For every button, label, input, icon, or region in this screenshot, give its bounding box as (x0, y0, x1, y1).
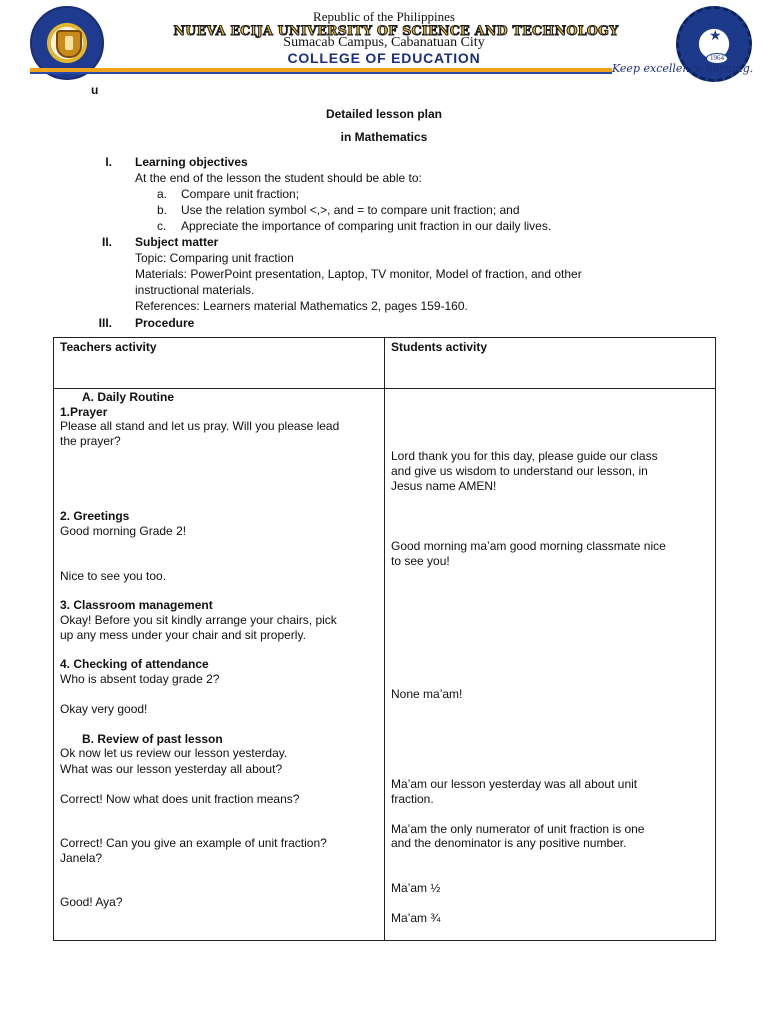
objective-item: Use the relation symbol <,>, and = to compare unit fraction; and (181, 203, 520, 217)
student-line: Good morning ma’am good morning classmate nice (391, 539, 666, 553)
letterhead-divider-blue (30, 72, 612, 74)
student-line: None ma’am! (391, 687, 463, 701)
student-line: fraction. (391, 792, 434, 806)
student-line: Ma’am the only numerator of unit fraction is one (391, 822, 645, 836)
teacher-line: What was our lesson yesterday all about? (60, 762, 283, 776)
review-heading: B. Review of past lesson (82, 732, 223, 746)
subject-materials-cont: instructional materials. (135, 283, 255, 297)
objective-letter: a. (157, 187, 168, 201)
teacher-line: Please all stand and let us pray. Will you please lead (60, 419, 340, 433)
student-line: Ma’am our lesson yesterday was all about unit (391, 777, 638, 791)
greetings-heading: 2. Greetings (60, 509, 130, 523)
table-header-divider (54, 388, 715, 389)
subject-references: References: Learners material Mathematics 2, pages 159-160. (135, 299, 468, 313)
student-line: Ma’am ¾ (391, 911, 441, 925)
section-2-number: II. (101, 235, 112, 249)
seal-year: 1964 (706, 53, 728, 64)
teacher-line: Good! Aya? (60, 895, 123, 909)
student-line: Ma’am ½ (391, 881, 441, 895)
teacher-line: Ok now let us review our lesson yesterday. (60, 746, 288, 760)
letterhead-campus: Sumacab Campus, Cabanatuan City (283, 35, 485, 50)
letterhead-college: COLLEGE OF EDUCATION (287, 50, 481, 66)
subject-topic: Topic: Comparing unit fraction (135, 251, 294, 265)
objective-letter: b. (157, 203, 168, 217)
section-3-number: III. (98, 316, 112, 330)
objective-item: Compare unit fraction; (181, 187, 300, 201)
section-2-title: Subject matter (135, 235, 219, 249)
teacher-line: Good morning Grade 2! (60, 524, 187, 538)
teacher-line: Janela? (60, 851, 103, 865)
student-line: Jesus name AMEN! (391, 479, 497, 493)
objectives-intro: At the end of the lesson the student should be able to: (135, 171, 422, 185)
student-column-header: Students activity (391, 340, 488, 354)
teacher-line: Correct! Now what does unit fraction means? (60, 792, 300, 806)
document-title: Detailed lesson plan (325, 107, 443, 121)
student-line: Lord thank you for this day, please guide our class (391, 449, 658, 463)
teacher-line: Correct! Can you give an example of unit fraction? (60, 836, 327, 850)
teacher-line: Nice to see you too. (60, 569, 167, 583)
teacher-line: the prayer? (60, 434, 121, 448)
letterhead-university: NUEVA ECIJA UNIVERSITY OF SCIENCE AND TECHNOLOGY (173, 23, 619, 38)
teacher-line: Who is absent today grade 2? (60, 672, 220, 686)
teacher-column-header: Teachers activity (60, 340, 157, 354)
student-line: and the denominator is any positive number. (391, 836, 627, 850)
teacher-line: Okay! Before you sit kindly arrange your chairs, pick (60, 613, 337, 627)
college-seal-logo: ★ 1964 (676, 6, 752, 82)
section-3-title: Procedure (135, 316, 195, 330)
document-subtitle: in Mathematics (340, 130, 428, 144)
student-line: to see you! (391, 554, 450, 568)
teacher-line: up any mess under your chair and sit properly. (60, 628, 306, 642)
letterhead-motto: Keep excellence burning. (612, 62, 754, 75)
classroom-management-heading: 3. Classroom management (60, 598, 213, 612)
letterhead-republic: Republic of the Philippines (313, 9, 455, 24)
attendance-heading: 4. Checking of attendance (60, 657, 209, 671)
section-1-title: Learning objectives (135, 155, 248, 169)
table-column-divider (384, 338, 385, 940)
daily-routine-heading: A. Daily Routine (82, 390, 175, 404)
procedure-table (53, 337, 716, 941)
objective-letter: c. (157, 219, 167, 233)
teacher-line: Okay very good! (60, 702, 148, 716)
student-line: and give us wisdom to understand our lesson, in (391, 464, 648, 478)
objective-item: Appreciate the importance of comparing unit fraction in our daily lives. (181, 219, 552, 233)
subject-materials: Materials: PowerPoint presentation, Laptop, TV monitor, Model of fraction, and other (135, 267, 582, 281)
section-1-number: I. (105, 155, 112, 169)
stray-mark: u (91, 83, 99, 97)
prayer-heading: 1.Prayer (60, 405, 108, 419)
